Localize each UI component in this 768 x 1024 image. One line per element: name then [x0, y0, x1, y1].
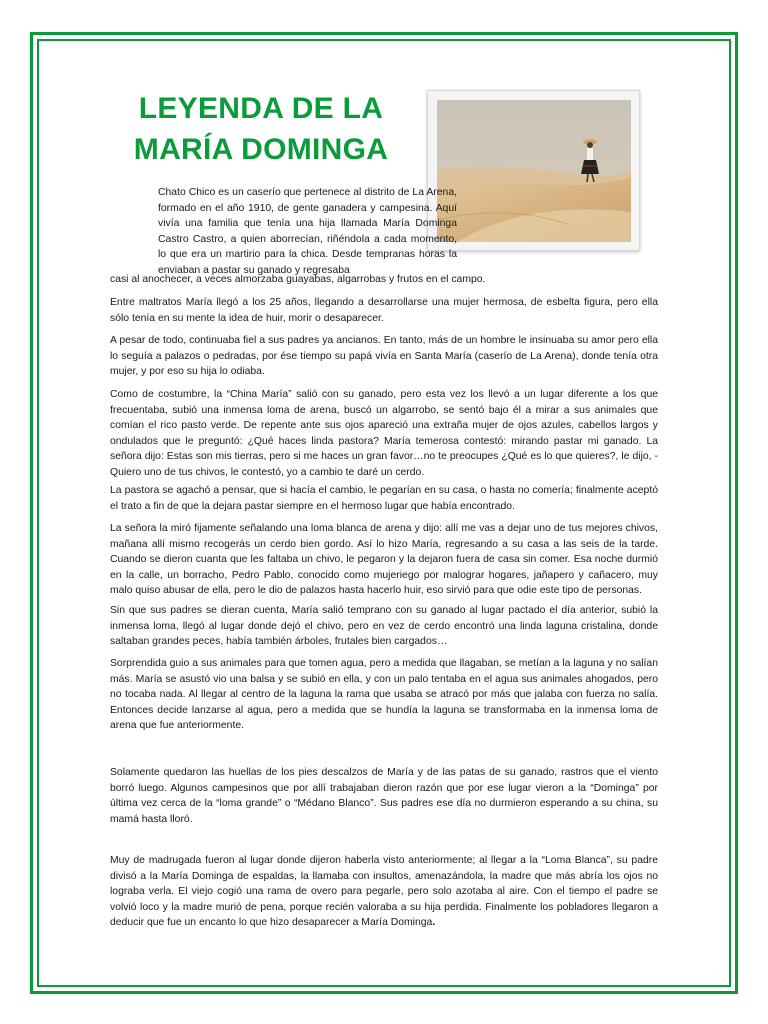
intro-paragraph: Chato Chico es un caserío que pertenece al distrito de La Arena, formado en el año 1910, de gente ganadera y campesina. Aquí vivía una familia que tenía una hija llamada María Dominga Castro Castro, a quien aborrecían, riñéndola a cada momento, lo que era un martirio para la chica. Desde tempranas horas la enviaban a pastar su ganado y regresaba	[158, 187, 457, 276]
paragraph-1: Entre maltratos María llegó a los 25 años, llegando a desarrollarse una mujer hermosa, de esbelta figura, pero ella sólo tenía en su mente la idea de huir, morir o desaparecer.	[110, 297, 658, 324]
paragraph-5: La señora la miró fijamente señalando una loma blanca de arena y dijo: allí me vas a dejar uno de tus mejores chivos, mañana allí mismo recogerás un cerdo bien gordo. Así lo hizo María, regresando a su casa a las seis de la tarde. Cuando se dieron cuanta que les faltaba un chivo, le pegaron y la dejaron fuera de casa sin comer. Esa noche durmió en la calle, un borracho, Pedro Pablo, conocido como mujeriego por malograr hogares, jañapero y cañacero, muy malo quiso abusar de ella, pero le dio de palazos hasta hacerlo huir, eso sirvió para que odie este tipo de personas.	[110, 523, 658, 597]
paragraph-9	[110, 853, 658, 931]
paragraph-8: Solamente quedaron las huellas de los pies descalzos de María y de las patas de su ganado, rastros que el viento borró luego. Algunos campesinos que por allí trabajaban dieron razón que por ese lugar vieron a la “Dominga” por última vez cerca de la “loma grande” o “Médano Blanco”. Sus padres ese día no durmieron esperando a su china, su mamá hasta lloró.	[110, 767, 658, 825]
paragraph-9-end: .	[432, 917, 436, 929]
title-line-2: MARÍA DOMINGA	[133, 133, 389, 166]
paragraph-6: Sin que sus padres se dieran cuenta, María salió temprano con su ganado al lugar pactado el día anterior, subió la inmensa loma, llegó al lugar donde dejó el chivo, pero en vez de cerdo encontró una linda laguna cristalina, donde saltaban grandes peces, había también árboles, frutales bien cargados…	[110, 605, 658, 648]
paragraph-4: La pastora se agachó a pensar, que si hacía el cambio, le pegarían en su casa, o hasta no comería; finalmente aceptó el trato a fin de que la dejara pastar siempre en el hermoso lugar que había encontrado.	[110, 485, 658, 512]
page-title	[106, 88, 416, 170]
paragraph-3: Como de costumbre, la “China María” salió con su ganado, pero esta vez los llevó a un lugar diferente a los que frecuentaba, subió una inmensa loma de arena, buscó un algarrobo, se sentó bajo él a mirar a sus animales que comían el rico pasto verde. De repente ante sus ojos apareció una extraña mujer de ojos azules, cabellos largos y ondulados que le preguntó: ¿Qué haces linda pastora? María temerosa contestó: mirando pastar mi ganado. La señora dijo: Estas son mis tierras, pero si me haces un gran favor…no te preocupes ¿Qué es lo que quieres?, le dijo, -Quiero uno de tus chivos, le contestó, yo a cambio te daré un cerdo.	[110, 389, 658, 478]
desert-photo-illustration	[437, 100, 631, 242]
paragraph-2: A pesar de todo, continuaba fiel a sus padres ya ancianos. En tanto, más de un hombre le insinuaba su amor pero ella lo seguía a palazos o pedradas, por ése tiempo su papá vivía en Santa María (caserío de La Arena), donde tenía otra mujer, y por eso su hija lo odiaba.	[110, 335, 658, 378]
title-line-1: LEYENDA DE LA	[138, 92, 384, 125]
desert-photo	[427, 90, 640, 251]
paragraph-7: Sorprendida guio a sus animales para que tomen agua, pero a medida que llagaban, se metían a la laguna y no salían más. María se asustó vio una balsa y se subió en ella, y con un palo tentaba en el agua sus animales ahogados, pero no tocaba nada. Al llegar al centro de la laguna la rama que usaba se atracó por más que jalaba con fuerza no salía. Entonces decide lanzarse al agua, pero a medida que se hundía la laguna se transformaba en la inmensa loma de arena que fue anteriormente.	[110, 658, 658, 732]
intro-paragraph-last-line: casi al anochecer, a veces almorzaba guayabas, algarrobas y frutos en el campo.	[110, 274, 486, 285]
paragraph-9-text: Muy de madrugada fueron al lugar donde dijeron haberla visto anteriormente; al llegar a la “Loma Blanca”, su padre divisó a la María Dominga de espaldas, la llamaba con insultos, amenazándola, la madre que más abría los ojos no lograba verla. El viejo cogió una rama de overo para pegarle, pero solo azotaba al aire. Con el tiempo el padre se volvió loco y la madre murió de pena, porque recién valoraba a su hija perdida. Finalmente los pobladores llegaron a deducir que fue un encanto lo que hizo desaparecer a María Dominga	[110, 855, 658, 929]
